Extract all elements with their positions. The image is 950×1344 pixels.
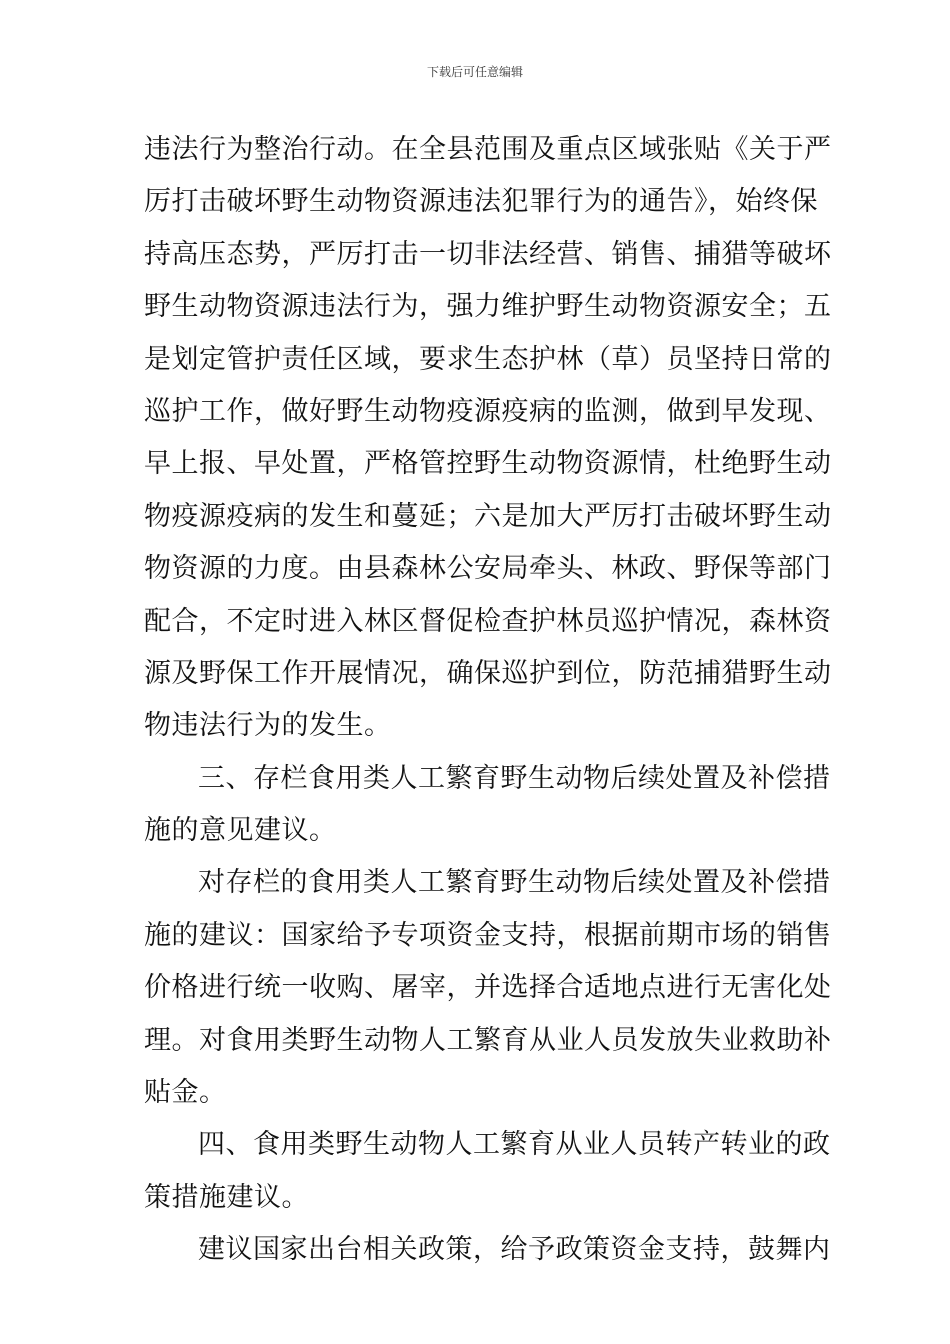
paragraph-line: 持高压态势，严厉打击一切非法经营、销售、捕猎等破坏 xyxy=(144,238,832,270)
paragraph-line: 物违法行为的发生。 xyxy=(144,710,392,742)
paragraph-line: 物疫源疫病的发生和蔓延；六是加大严厉打击破坏野生动 xyxy=(144,500,832,532)
paragraph-line: 是划定管护责任区域，要求生态护林（草）员坚持日常的 xyxy=(144,343,832,375)
section-heading-line: 策措施建议。 xyxy=(144,1181,309,1213)
body-text xyxy=(144,124,832,1277)
paragraph-line: 理。对食用类野生动物人工繁育从业人员发放失业救助补 xyxy=(144,1024,832,1056)
paragraph-line: 早上报、早处置，严格管控野生动物资源情，杜绝野生动 xyxy=(144,448,832,480)
paragraph-line: 厉打击破坏野生动物资源违法犯罪行为的通告》，始终保 xyxy=(144,186,818,218)
paragraph-line: 源及野保工作开展情况，确保巡护到位，防范捕猎野生动 xyxy=(144,657,832,689)
section-heading-line: 施的意见建议。 xyxy=(144,815,337,847)
section-heading-line: 三、存栏食用类人工繁育野生动物后续处置及补偿措 xyxy=(198,762,831,794)
paragraph-line: 价格进行统一收购、屠宰，并选择合适地点进行无害化处 xyxy=(144,972,832,1004)
paragraph-line: 贴金。 xyxy=(144,1077,227,1109)
paragraph-line: 巡护工作，做好野生动物疫源疫病的监测，做到早发现、 xyxy=(144,395,832,427)
paragraph-line: 对存栏的食用类人工繁育野生动物后续处置及补偿措 xyxy=(198,867,831,899)
section-heading-line: 四、食用类野生动物人工繁育从业人员转产转业的政 xyxy=(198,1129,831,1161)
paragraph-line: 施的建议：国家给予专项资金支持，根据前期市场的销售 xyxy=(144,919,832,951)
paragraph-line: 野生动物资源违法行为，强力维护野生动物资源安全；五 xyxy=(144,291,832,323)
paragraph-line: 物资源的力度。由县森林公安局牵头、林政、野保等部门 xyxy=(144,553,832,585)
paragraph-line: 配合，不定时进入林区督促检查护林员巡护情况，森林资 xyxy=(144,605,832,637)
paragraph-line: 建议国家出台相关政策，给予政策资金支持，鼓舞内 xyxy=(198,1234,831,1266)
page-header: 下载后可任意编辑 xyxy=(426,65,523,79)
paragraph-line: 违法行为整治行动。在全县范围及重点区域张贴《关于严 xyxy=(144,134,832,165)
